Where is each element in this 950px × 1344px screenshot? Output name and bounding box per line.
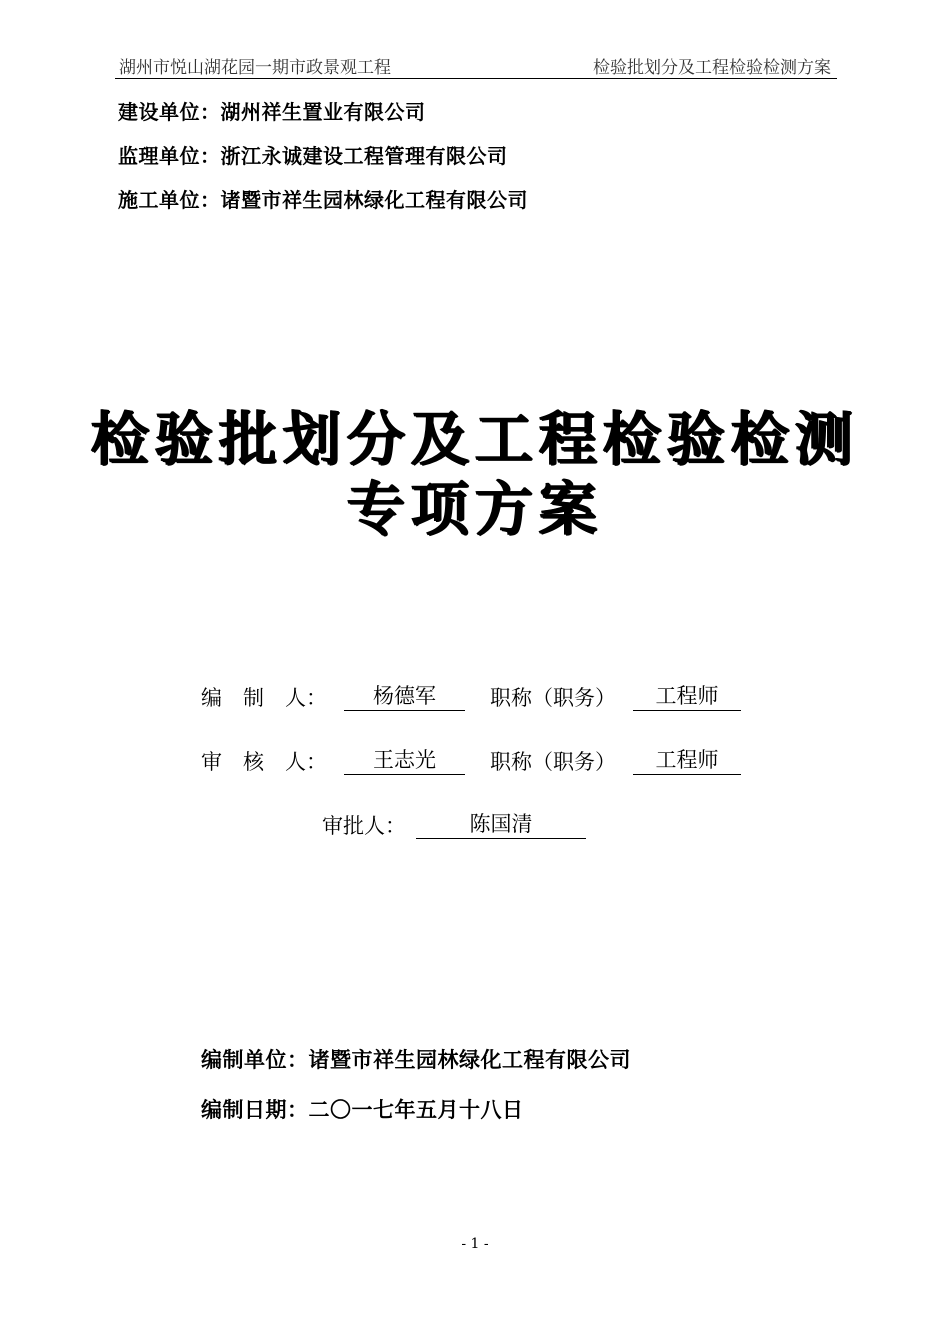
reviewer-name: 王志光	[344, 744, 465, 775]
header-document-name: 检验批划分及工程检验检测方案	[593, 58, 831, 78]
page-header	[115, 50, 837, 79]
construction-unit: 建设单位：湖州祥生置业有限公司	[118, 100, 426, 124]
compiler-name: 杨德军	[344, 680, 465, 711]
header-project-name: 湖州市悦山湖花园一期市政景观工程	[119, 58, 391, 78]
compiler-title: 工程师	[633, 680, 741, 711]
page-number: - 1 -	[461, 1236, 489, 1252]
document-title-line1: 检验批划分及工程检验检测	[90, 405, 859, 473]
reviewer-title-label: 职称（职务）	[490, 750, 616, 774]
reviewer-label: 审 核 人：	[201, 750, 327, 774]
approver-label: 审批人：	[322, 814, 406, 838]
approver-name: 陈国清	[416, 808, 586, 839]
document-title-line2: 专项方案	[346, 475, 603, 543]
compiler-title-label: 职称（职务）	[490, 686, 616, 710]
compiling-unit: 编制单位：诸暨市祥生园林绿化工程有限公司	[201, 1048, 631, 1072]
compiling-date: 编制日期：二〇一七年五月十八日	[201, 1098, 524, 1122]
compiler-label: 编 制 人：	[201, 686, 327, 710]
supervision-unit: 监理单位：浙江永诚建设工程管理有限公司	[118, 144, 508, 168]
contractor-unit: 施工单位：诸暨市祥生园林绿化工程有限公司	[118, 188, 528, 212]
reviewer-title: 工程师	[633, 744, 741, 775]
